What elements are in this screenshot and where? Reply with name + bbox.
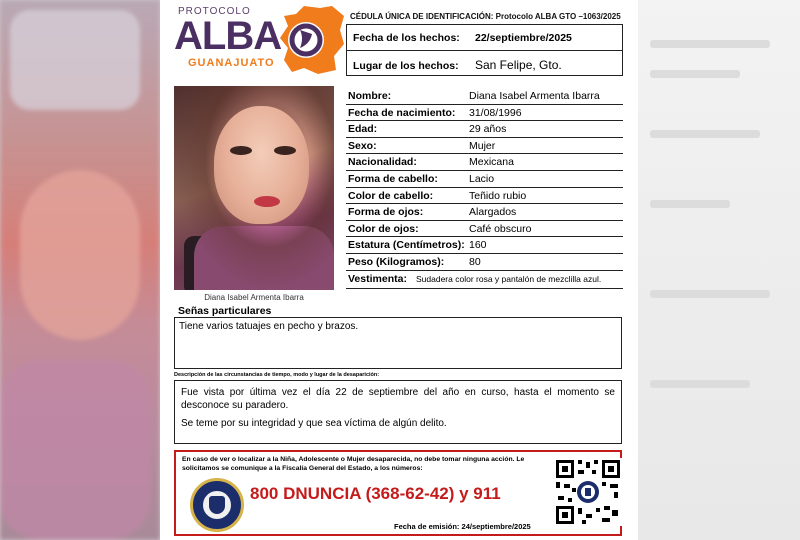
detail-row: Nombre: Diana Isabel Armenta Ibarra: [346, 88, 623, 105]
descripcion-box: [174, 380, 622, 444]
fiscalia-seal-icon: [190, 478, 244, 532]
blurred-background-right: [630, 0, 800, 540]
detail-row: Sexo: Mujer: [346, 138, 623, 155]
detail-row: Fecha de nacimiento: 31/08/1996: [346, 105, 623, 122]
folio-number: CÉDULA ÚNICA DE IDENTIFICACIÓN: Protocolo ALBA GTO –1063/2025: [350, 12, 621, 21]
details-table: [346, 88, 623, 289]
detail-row: Peso (Kilogramos): 80: [346, 254, 623, 271]
detail-row-vestimenta: Vestimenta: Sudadera color rosa y pantalón de mezclilla azul.: [346, 271, 623, 289]
hechos-box: [346, 24, 623, 76]
detail-row: Forma de ojos: Alargados: [346, 204, 623, 221]
descripcion-title: Descripción de las circunstancias de tiempo, modo y lugar de la desaparición:: [174, 372, 380, 378]
guanajuato-silhouette-icon: [274, 4, 346, 76]
lugar-hechos-value: San Felipe, Gto.: [475, 58, 562, 72]
descripcion-paragraph: Fue vista por última vez el día 22 de septiembre del año en curso, hasta el momento se desconoce su paradero.: [181, 387, 615, 411]
protocolo-alba-logo: PROTOCOLO ALBA GUANAJUATO: [174, 4, 344, 74]
person-photo: [174, 86, 334, 290]
detail-row: Color de ojos: Café obscuro: [346, 221, 623, 238]
senas-box: Tiene varios tatuajes en pecho y brazos.: [174, 317, 622, 369]
detail-row: Forma de cabello: Lacio: [346, 171, 623, 188]
lugar-hechos-row: Lugar de los hechos: San Felipe, Gto.: [353, 58, 562, 72]
alert-message: En caso de ver o localizar a la Niña, Adolescente o Mujer desaparecida, no debe tomar ninguna acción. Le solicitamos se comunique a la Fiscalía General del Estado, a los números:: [182, 456, 525, 472]
photo-caption: Diana Isabel Armenta Ibarra: [204, 293, 304, 302]
contact-alert-box: [174, 450, 622, 536]
senas-title: Señas particulares: [178, 305, 272, 317]
hotline-number: 800 DNUNCIA (368-62-42) y 911: [250, 484, 501, 503]
detail-row: Nacionalidad: Mexicana: [346, 154, 623, 171]
emission-date: Fecha de emisión: 24/septiembre/2025: [394, 522, 531, 531]
detail-row: Estatura (Centímetros): 160: [346, 237, 623, 254]
blurred-background-left: [0, 0, 160, 540]
qr-code-icon[interactable]: [554, 458, 622, 526]
fecha-hechos-value: 22/septiembre/2025: [475, 32, 572, 44]
descripcion-paragraph: Se teme por su integridad y que sea víctima de algún delito.: [181, 418, 447, 429]
fecha-hechos-row: Fecha de los hechos: 22/septiembre/2025: [347, 25, 622, 51]
detail-row: Color de cabello: Teñido rubio: [346, 188, 623, 205]
missing-person-poster: [160, 0, 638, 540]
detail-row: Edad: 29 años: [346, 121, 623, 138]
